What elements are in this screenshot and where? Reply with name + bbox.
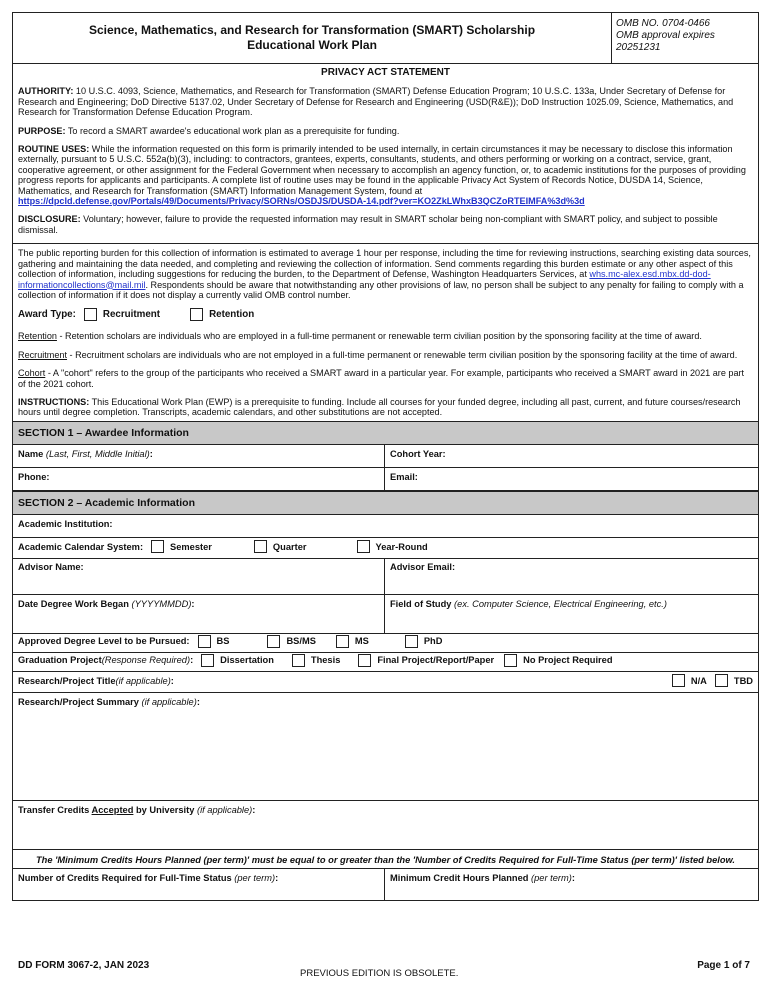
graduation-colon: : bbox=[190, 655, 194, 666]
transfer-credits-field[interactable] bbox=[13, 801, 758, 849]
authority-label: AUTHORITY: bbox=[18, 86, 74, 97]
burden-section bbox=[13, 243, 758, 417]
thesis-label: Thesis bbox=[310, 655, 341, 666]
degree-label: Approved Degree Level to be Pursued: bbox=[18, 636, 190, 647]
final-project-label: Final Project/Report/Paper bbox=[377, 655, 495, 666]
sorn-link[interactable]: https://dpcld.defense.gov/Portals/49/Documents/Privacy/SORNs/OSDJS/DUSDA-14.pdf?ver=KO2ZkLWhxB3QCZoRTEIMFA%3d%3d bbox=[18, 196, 585, 207]
no-project-label: No Project Required bbox=[523, 655, 613, 666]
name-cohort-row bbox=[13, 445, 758, 468]
na-checkbox[interactable] bbox=[672, 674, 685, 687]
project-title-hint: (if applicable) bbox=[115, 675, 171, 686]
instructions-label: INSTRUCTIONS: bbox=[18, 396, 90, 407]
credits-required-hint: (per term) bbox=[234, 872, 276, 883]
graduation-options bbox=[13, 653, 758, 671]
form-page bbox=[12, 12, 759, 901]
page-number: Page 1 of 7 bbox=[697, 960, 750, 971]
date-colon: : bbox=[191, 598, 195, 609]
omb-box bbox=[612, 13, 758, 63]
institution-field[interactable] bbox=[13, 515, 758, 537]
disclosure-label: DISCLOSURE: bbox=[18, 214, 81, 225]
year-round-label: Year-Round bbox=[375, 541, 428, 552]
min-credits-field[interactable] bbox=[384, 869, 758, 900]
cohort-definition bbox=[18, 368, 753, 389]
transfer-by-university: by University bbox=[133, 804, 197, 815]
name-hint: (Last, First, Middle Initial) bbox=[45, 448, 150, 459]
section2-header: SECTION 2 – Academic Information bbox=[13, 491, 758, 515]
form-header bbox=[13, 13, 758, 64]
phd-checkbox[interactable] bbox=[405, 635, 418, 648]
transfer-credits-row bbox=[13, 801, 758, 850]
omb-expiry-date: 20251231 bbox=[616, 42, 661, 53]
routine-uses-paragraph bbox=[18, 144, 753, 206]
tbd-checkbox[interactable] bbox=[715, 674, 728, 687]
credits-required-label: Number of Credits Required for Full-Time Status bbox=[18, 872, 235, 883]
omb-number: OMB NO. 0704-0466 bbox=[616, 18, 710, 29]
field-of-study-hint: (ex. Computer Science, Electrical Engineering, etc.) bbox=[454, 598, 667, 609]
final-project-checkbox[interactable] bbox=[358, 654, 371, 667]
bs-label: BS bbox=[216, 636, 230, 647]
recruitment-term: Recruitment bbox=[18, 349, 68, 360]
name-colon: : bbox=[149, 448, 153, 459]
purpose-label: PURPOSE: bbox=[18, 125, 66, 136]
transfer-hint: (if applicable) bbox=[196, 804, 253, 815]
dissertation-label: Dissertation bbox=[220, 655, 274, 666]
phone-label: Phone: bbox=[18, 471, 50, 482]
retention-definition bbox=[18, 331, 753, 341]
routine-uses-label: ROUTINE USES: bbox=[18, 144, 90, 155]
summary-hint: (if applicable) bbox=[141, 696, 197, 707]
cohort-year-field[interactable] bbox=[384, 445, 758, 467]
omb-expires-label: OMB approval expires bbox=[616, 30, 715, 41]
quarter-checkbox[interactable] bbox=[254, 540, 267, 553]
cohort-term: Cohort bbox=[18, 368, 46, 379]
degree-level-row bbox=[13, 634, 758, 653]
recruitment-option-label: Recruitment bbox=[102, 308, 161, 320]
transfer-colon: : bbox=[252, 804, 256, 815]
retention-text: - Retention scholars are individuals who are employed in a full-time permanent or renewable term civilian position by the sponsoring facility at the time of award. bbox=[56, 331, 702, 342]
recruitment-text: - Recruitment scholars are individuals who are not employed in a full-time permanent or renewable term civilian position by the sponsoring facility at the time of award. bbox=[67, 349, 738, 360]
recruitment-definition bbox=[18, 350, 753, 360]
credits-row bbox=[13, 869, 758, 900]
routine-uses-text: While the information requested on this form is primarily intended to be used internally, in certain circumstances it may be necessary to disclose this information externally, pursuant to 5 U.S.C. 552a(b)(3), including: to contractors, grantees, experts, consultants, students, and others performing or working on a contract, service, grant, cooperative agreement, or other assignment for the Federal Government when necessary to accomplish an agency function, or, to academic institutions for the purposes of providing progress reports for applicants and participants. A complete list of routine uses may be found in the applicable Privacy Act System of Records Notice, DUSDA 14, Science, Mathematics, and Research for Transformation (SMART) Information Management System, found at bbox=[18, 144, 746, 196]
burden-paragraph bbox=[18, 248, 753, 300]
min-credits-colon: : bbox=[571, 872, 575, 883]
ms-checkbox[interactable] bbox=[336, 635, 349, 648]
tbd-label: TBD bbox=[733, 675, 753, 686]
form-title bbox=[13, 13, 612, 63]
advisor-name-label: Advisor Name: bbox=[18, 561, 84, 572]
email-label: Email: bbox=[390, 471, 418, 482]
retention-checkbox[interactable] bbox=[190, 308, 203, 321]
section1-header: SECTION 1 – Awardee Information bbox=[13, 421, 758, 445]
semester-checkbox[interactable] bbox=[151, 540, 164, 553]
credits-required-field[interactable] bbox=[13, 869, 384, 900]
advisor-name-field[interactable] bbox=[13, 558, 384, 594]
advisor-row bbox=[13, 558, 758, 595]
page-footer bbox=[18, 960, 750, 979]
burden-text-end: . Respondents should be aware that notwithstanding any other provisions of law, no person shall be subject to any penalty for failing to comply with a collection of information if it does not display a currently valid OMB control number. bbox=[18, 279, 744, 300]
graduation-label: Graduation Project bbox=[18, 655, 102, 666]
project-summary-field[interactable] bbox=[13, 693, 758, 800]
cohort-year-label: Cohort Year: bbox=[390, 448, 446, 459]
name-label: Name bbox=[18, 448, 46, 459]
credits-required-colon: : bbox=[275, 872, 279, 883]
quarter-label: Quarter bbox=[272, 541, 307, 552]
instructions-text: This Educational Work Plan (EWP) is a prerequisite to funding. Include all courses for your funded degree, including all past, current, and future courses/research hours until degree completion. Transcripts, academic calendars, and other substitutions are not accepted. bbox=[18, 396, 741, 418]
date-hint: (YYYYMMDD) bbox=[131, 598, 192, 609]
graduation-hint: (Response Required) bbox=[101, 655, 191, 666]
award-type-label: Award Type: bbox=[18, 308, 76, 320]
bs-checkbox[interactable] bbox=[198, 635, 211, 648]
purpose-paragraph bbox=[18, 126, 753, 136]
award-type-row bbox=[18, 308, 753, 321]
graduation-project-row bbox=[13, 653, 758, 672]
advisor-email-label: Advisor Email: bbox=[390, 561, 456, 572]
degree-options bbox=[13, 634, 758, 652]
min-credits-label: Minimum Credit Hours Planned bbox=[390, 872, 532, 883]
form-title-line2: Educational Work Plan bbox=[247, 38, 377, 52]
project-title-colon: : bbox=[170, 675, 174, 686]
bsms-label: BS/MS bbox=[286, 636, 316, 647]
project-title-field[interactable] bbox=[13, 672, 758, 692]
year-round-checkbox[interactable] bbox=[357, 540, 370, 553]
na-label: N/A bbox=[690, 675, 707, 686]
institution-row bbox=[13, 515, 758, 538]
burden-text: The public reporting burden for this collection of information is estimated to average 1 hour per response, including the time for reviewing instructions, searching existing data sources, gathering and maintaining the data needed, and completing and reviewing the collection of information. Send comments regarding this burden estimate or any other aspect of this collection of information, including suggestions for reducing the burden, to the Department of Defense, Washington Headquarters Services, at bbox=[18, 248, 751, 280]
cohort-text: - A "cohort" refers to the group of the participants who received a SMART award in a particular year. For example, participants who received a SMART award in 2021 are part of the 2021 cohort. bbox=[18, 368, 745, 389]
ms-label: MS bbox=[354, 636, 369, 647]
calendar-options bbox=[13, 538, 758, 558]
institution-label: Academic Institution: bbox=[18, 518, 113, 529]
disclosure-text: Voluntary; however, failure to provide the requested information may result in SMART scholar being non-compliant with SMART policy, and subject to possible dismissal. bbox=[18, 214, 718, 235]
name-field[interactable] bbox=[13, 445, 384, 467]
calendar-row bbox=[13, 538, 758, 559]
transfer-accepted: Accepted bbox=[91, 804, 134, 815]
project-title-row bbox=[13, 672, 758, 693]
phone-field[interactable] bbox=[13, 468, 384, 490]
no-project-checkbox[interactable] bbox=[504, 654, 517, 667]
authority-paragraph bbox=[18, 86, 753, 117]
authority-text: 10 U.S.C. 4093, Science, Mathematics, and Research for Transformation (SMART) Defense Education Program; 10 U.S.C. 133a, Under Secretary of Defense for Research and Engineering; DoD Directive 5137.02, Under Secretary of Defense for Research and Engineering (USD(R&E)); DoD Instruction 1025.09, Science, Mathematics, and Research for Transformation Defense Education Program. bbox=[18, 86, 734, 118]
privacy-title: PRIVACY ACT STATEMENT bbox=[321, 67, 450, 78]
bsms-checkbox[interactable] bbox=[267, 635, 280, 648]
min-credits-hint: (per term) bbox=[531, 872, 572, 883]
instructions-paragraph bbox=[18, 397, 753, 418]
form-number: DD FORM 3067-2, JAN 2023 bbox=[18, 960, 150, 971]
thesis-checkbox[interactable] bbox=[292, 654, 305, 667]
summary-label: Research/Project Summary bbox=[18, 696, 142, 707]
obsolete-notice: PREVIOUS EDITION IS OBSOLETE. bbox=[300, 968, 459, 979]
email-field[interactable] bbox=[384, 468, 758, 490]
field-of-study-label: Field of Study bbox=[390, 598, 455, 609]
transfer-label: Transfer Credits bbox=[18, 804, 92, 815]
advisor-email-field[interactable] bbox=[384, 558, 758, 594]
burden-email-link[interactable]: whs.mc-alex.esd.mbx.dd-dod-informationcollections@mail.mil bbox=[18, 269, 711, 290]
credits-note: The 'Minimum Credits Hours Planned (per term)' must be equal to or greater than the 'Number of Credits Required for Full-Time Status (per term)' listed below. bbox=[13, 850, 758, 869]
retention-term: Retention bbox=[18, 331, 57, 342]
date-label: Date Degree Work Began bbox=[18, 598, 132, 609]
phone-email-row bbox=[13, 468, 758, 491]
retention-option-label: Retention bbox=[209, 308, 255, 320]
semester-label: Semester bbox=[170, 541, 212, 552]
project-title-label: Research/Project Title bbox=[18, 675, 116, 686]
dissertation-checkbox[interactable] bbox=[201, 654, 214, 667]
calendar-label: Academic Calendar System: bbox=[18, 541, 144, 552]
recruitment-checkbox[interactable] bbox=[84, 308, 97, 321]
disclosure-paragraph bbox=[18, 214, 753, 235]
summary-colon: : bbox=[196, 696, 200, 707]
purpose-text: To record a SMART awardee's educational work plan as a prerequisite for funding. bbox=[65, 125, 400, 136]
phd-label: PhD bbox=[423, 636, 443, 647]
form-title-line1: Science, Mathematics, and Research for Transformation (SMART) Scholarship bbox=[88, 23, 536, 37]
privacy-act-statement bbox=[13, 64, 758, 235]
date-degree-field[interactable] bbox=[13, 595, 384, 633]
project-summary-row bbox=[13, 693, 758, 801]
date-field-row bbox=[13, 595, 758, 634]
field-of-study-field[interactable] bbox=[384, 595, 758, 633]
